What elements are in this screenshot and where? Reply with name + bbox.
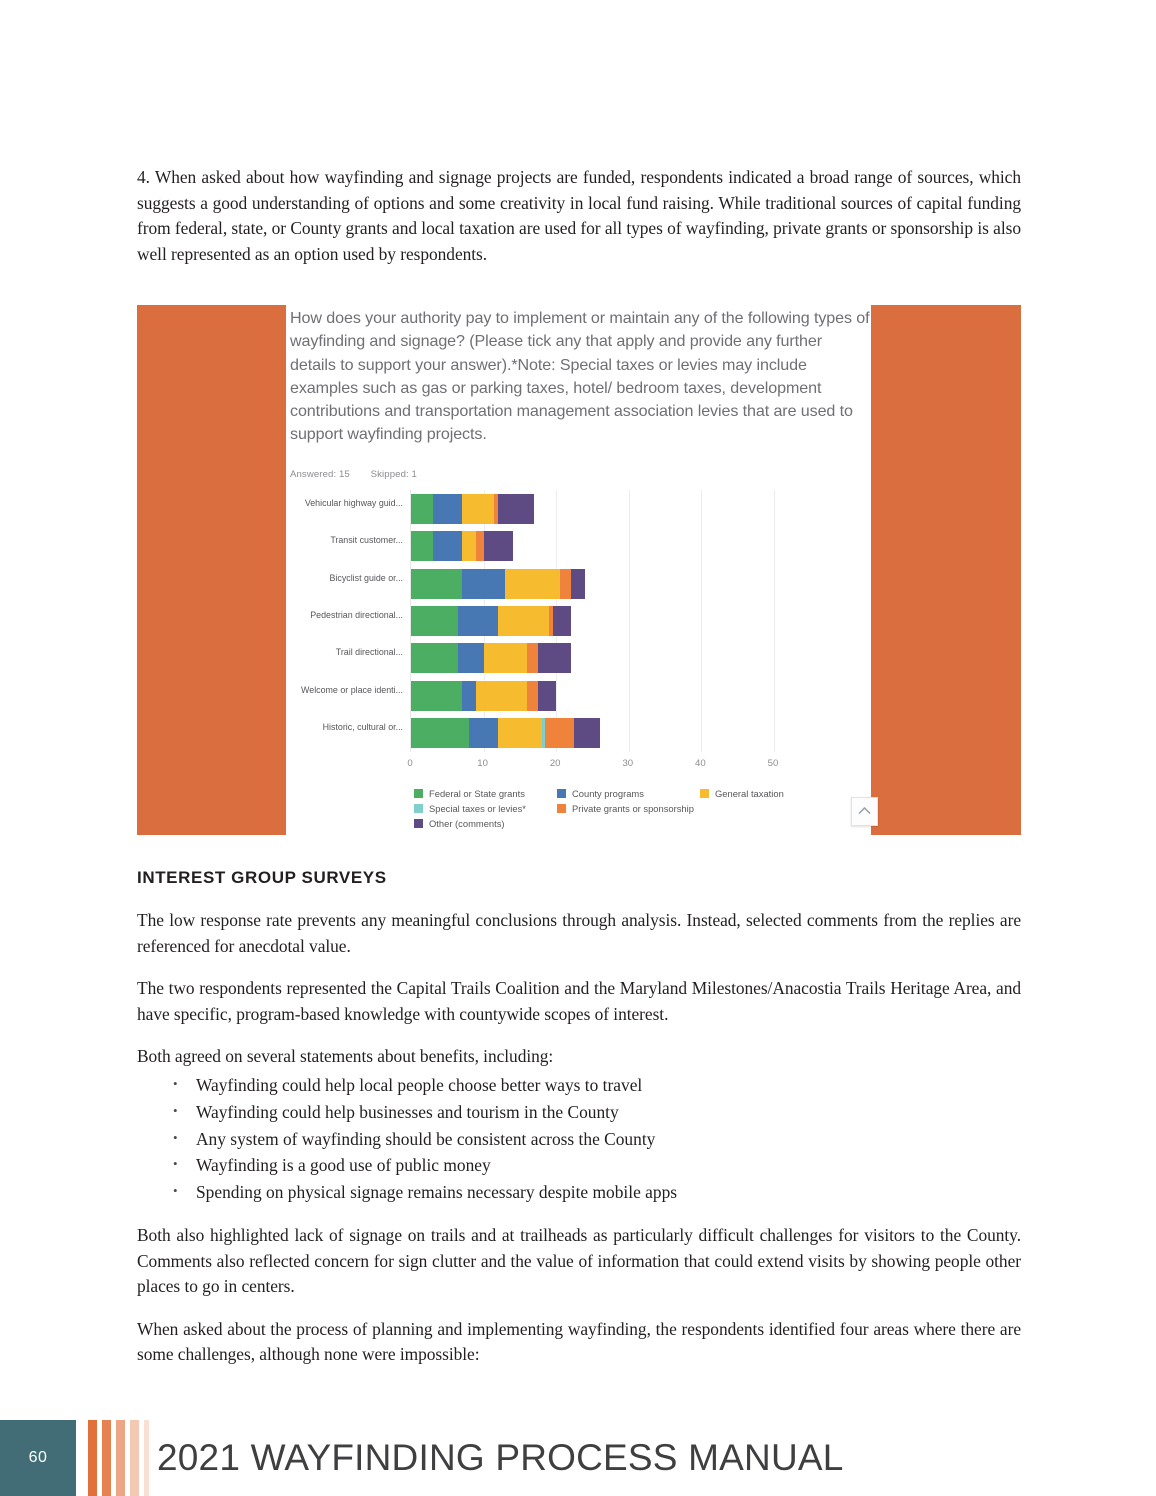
bar-segment (458, 606, 498, 636)
footer-stripe (144, 1420, 149, 1496)
bar-segment (505, 569, 559, 599)
chart-category-label: Bicyclist guide or... (329, 572, 403, 583)
chart-bar-row (322, 718, 774, 748)
answered-count: Answered: 15 (290, 469, 350, 480)
stacked-bar (411, 494, 534, 524)
page-number: 60 (28, 1449, 48, 1466)
bar-segment (484, 531, 513, 561)
bar-segment (498, 494, 534, 524)
legend-row (414, 786, 854, 801)
chart-category-label: Pedestrian directional... (310, 610, 403, 620)
response-rate-paragraph: The low response rate prevents any meaningful conclusions through analysis. Instead, selected comments from the replies are referenced for anecdotal value. (137, 910, 1021, 956)
bar-segment (411, 531, 433, 561)
stacked-bar (411, 718, 600, 748)
legend-row (414, 816, 854, 831)
legend-swatch (414, 789, 423, 798)
bar-segment (560, 569, 571, 599)
chart-category-label: Historic, cultural or... (322, 722, 403, 733)
legend-item[interactable] (414, 818, 505, 829)
skipped-count: Skipped: 1 (370, 469, 417, 480)
chart-plot-area (301, 490, 774, 752)
stacked-bar-chart (286, 490, 871, 835)
footer-stripe (88, 1420, 97, 1496)
benefits-bullet-list (137, 1072, 1021, 1206)
footer-stripe (116, 1420, 125, 1496)
bar-segment (527, 681, 538, 711)
chart-category-label: Vehicular highway guid... (304, 497, 403, 508)
footer-stripe (102, 1420, 111, 1496)
survey-response-counts (290, 469, 417, 480)
page-number-block (0, 1420, 76, 1496)
bar-segment (498, 718, 542, 748)
survey-panel (286, 305, 871, 835)
legend-row (414, 801, 854, 816)
survey-question-text: How does your authority pay to implement or maintain any of the following types of wayfinding and signage? (Please tick any that apply and provide any further details to support your answer).*Note: Special taxes or levies may include examples such as gas or parking taxes, hotel/ bedroom taxes, development contributions and transportation management association levies that are used to support wayfinding projects. (290, 309, 870, 444)
x-axis-tick-label: 10 (477, 758, 488, 769)
bar-segment (411, 569, 462, 599)
chart-category-label: Welcome or place identi... (301, 684, 403, 695)
lower-content (137, 868, 1021, 1385)
footer-title: 2021 WAYFINDING PROCESS MANUAL (157, 1437, 844, 1478)
chart-bar-row (329, 569, 774, 599)
benefits-lead-paragraph: Both agreed on several statements about benefits, including: (137, 1046, 554, 1067)
figure-right-color-band (871, 305, 1021, 835)
chart-category-label: Trail directional... (335, 647, 403, 658)
legend-label: County programs (572, 788, 644, 799)
bar-segment (484, 643, 528, 673)
legend-label: Other (comments) (429, 818, 505, 829)
x-axis-tick-label: 0 (407, 758, 413, 769)
footer-stripe (130, 1420, 139, 1496)
chart-bar-row (330, 531, 774, 561)
x-axis-tick-label: 30 (622, 758, 634, 769)
bar-segment (476, 681, 527, 711)
legend-swatch (414, 819, 423, 828)
bar-segment (527, 643, 538, 673)
chevron-up-icon (858, 806, 871, 815)
list-item: • Wayfinding could help businesses and tourism in the County (137, 1099, 1021, 1126)
chart-x-axis (407, 752, 779, 774)
stacked-bar (411, 606, 571, 636)
list-item: • Wayfinding is a good use of public money (137, 1152, 1021, 1179)
bar-segment (433, 531, 462, 561)
bar-segment (545, 718, 574, 748)
stacked-bar (411, 643, 571, 673)
bar-segment (462, 531, 477, 561)
footer-stripe-decoration (88, 1420, 149, 1496)
chart-legend (414, 786, 854, 831)
legend-swatch (700, 789, 709, 798)
process-paragraph: When asked about the process of planning and implementing wayfinding, the respondents identified four areas where there are some challenges, although none were impossible: (137, 1318, 1021, 1365)
legend-swatch (557, 789, 566, 798)
bar-segment (571, 569, 586, 599)
bar-segment (462, 569, 506, 599)
bar-segment (458, 643, 483, 673)
legend-item[interactable] (414, 803, 526, 814)
legend-item[interactable] (557, 803, 694, 814)
legend-label: Special taxes or levies* (429, 803, 526, 814)
chart-bar-row (304, 494, 774, 524)
x-axis-tick-label: 20 (549, 758, 561, 769)
x-axis-tick-label: 50 (767, 758, 779, 769)
bar-segment (469, 718, 498, 748)
bar-segment (411, 718, 469, 748)
legend-label: Private grants or sponsorship (572, 803, 694, 814)
stacked-bar (411, 681, 556, 711)
list-item: • Wayfinding could help local people choose better ways to travel (137, 1072, 1021, 1099)
bar-segment (411, 494, 433, 524)
stacked-bar (411, 531, 513, 561)
bar-segment (553, 606, 571, 636)
section-heading: INTEREST GROUP SURVEYS (137, 868, 387, 887)
bar-segment (498, 606, 549, 636)
bar-segment (411, 606, 458, 636)
chart-gridline (774, 490, 775, 752)
bar-segment (462, 494, 495, 524)
challenges-paragraph: Both also highlighted lack of signage on trails and at trailheads as particularly difficult challenges for visitors to the County. Comments also reflected concern for sign clutter and the value of information that could extend visits by showing people other places to go in centers. (137, 1224, 1021, 1297)
chart-category-label: Transit customer... (330, 535, 403, 546)
bar-segment (574, 718, 599, 748)
figure-left-color-band (137, 305, 286, 835)
legend-item[interactable] (414, 788, 525, 799)
respondents-paragraph: The two respondents represented the Capital Trails Coalition and the Maryland Milestones/Anacostia Trails Heritage Area, and have specific, program-based knowledge with countywide scopes of interest. (137, 978, 1021, 1024)
chart-bar-row (310, 606, 774, 636)
bar-segment (538, 681, 556, 711)
x-axis-tick-label: 40 (695, 758, 706, 769)
bar-segment (433, 494, 462, 524)
page-footer (0, 1420, 1156, 1496)
survey-screenshot-figure (137, 305, 1021, 835)
bar-segment (538, 643, 571, 673)
list-item: • Any system of wayfinding should be consistent across the County (137, 1126, 1021, 1153)
stacked-bar (411, 569, 585, 599)
chart-bar-row (335, 643, 774, 673)
legend-item[interactable] (557, 788, 644, 799)
bar-segment (411, 681, 462, 711)
list-item: • Spending on physical signage remains necessary despite mobile apps (137, 1179, 1021, 1206)
legend-label: General taxation (715, 788, 784, 799)
bar-segment (411, 643, 458, 673)
page-content (137, 165, 1021, 284)
legend-swatch (414, 804, 423, 813)
scroll-to-top-button[interactable] (851, 797, 878, 826)
chart-bar-row (301, 681, 774, 711)
bar-segment (462, 681, 477, 711)
legend-label: Federal or State grants (429, 788, 525, 799)
legend-item[interactable] (700, 788, 784, 799)
intro-paragraph: 4. When asked about how wayfinding and signage projects are funded, respondents indicated a broad range of sources, which suggests a good understanding of options and some creativity in local fund raising. While traditional sources of capital funding from federal, state, or County grants and local taxation are used for all types of wayfinding, private grants or sponsorship is also well represented as an option used by respondents. (137, 167, 1021, 264)
bar-segment (476, 531, 483, 561)
legend-swatch (557, 804, 566, 813)
